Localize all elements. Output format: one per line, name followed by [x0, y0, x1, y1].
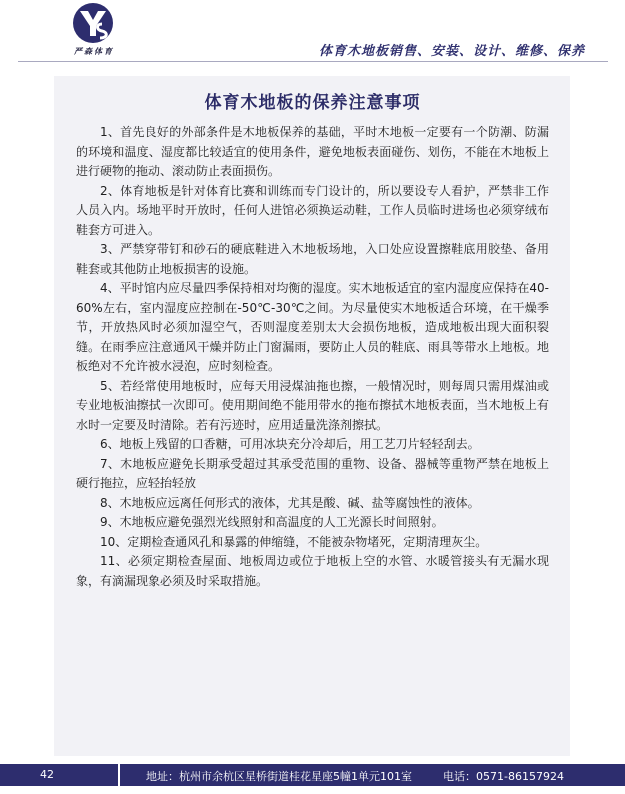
paragraph-7: 7、木地板应避免长期承受超过其承受范围的重物、设备、器械等重物严禁在地板上硬行拖拉，应轻抬轻放	[76, 456, 549, 490]
paragraph-3: 3、严禁穿带钉和砂石的硬底鞋进入木地板场地，入口处应设置擦鞋底用胶垫、备用鞋套或其他防止地板损害的设施。	[76, 242, 549, 276]
header-slogan: 体育木地板销售、安装、设计、维修、保养	[318, 44, 585, 59]
paragraph-10: 10、定期检查通风孔和暴露的伸缩缝，不能被杂物堵死，定期清理灰尘。	[100, 534, 488, 549]
paragraph-4: 4、平时馆内应尽量四季保持相对均衡的湿度。实木地板适宜的室内湿度应保持在40-60%左右，室内湿度应控制在-50℃-30℃之间。为尽量使实木地板适合环境，在干燥季节，开放热风时必须加湿空气，否则湿度差别太大会损伤地板，造成地板出现大面积裂缝。在雨季应注意通风干燥并防止门窗漏雨，要防止人员的鞋底、雨具等带水上地板。地板绝对不允许被水浸泡，应时刻检查。	[76, 281, 549, 373]
page-header	[0, 0, 625, 64]
header-divider	[18, 61, 608, 62]
paragraph-11: 11、必须定期检查屋面、地板周边或位于地板上空的水管、水暖管接头有无漏水现象，有滴漏现象必须及时采取措施。	[76, 554, 549, 588]
paragraph-9: 9、木地板应避免强烈光线照射和高温度的人工光源长时间照射。	[100, 515, 444, 529]
footer-address: 地址：杭州市余杭区星桥街道桂花星座5幢1单元101室	[146, 770, 412, 783]
page-number: 42	[40, 768, 54, 781]
footer-phone: 电话：0571-86157924	[443, 770, 564, 783]
page-footer	[0, 764, 625, 786]
article-body	[76, 123, 549, 591]
paragraph-2: 2、体育地板是针对体育比赛和训练而专门设计的，所以要设专人看护，严禁非工作人员入内。场地平时开放时，任何人进馆必须换运动鞋，工作人员临时进场也必须穿绒布鞋套方可进入。	[76, 183, 549, 237]
paragraph-6: 6、地板上残留的口香糖，可用冰块充分冷却后，用工艺刀片轻轻刮去。	[100, 437, 480, 451]
paragraph-1: 1、首先良好的外部条件是木地板保养的基础，平时木地板一定要有一个防潮、防漏的环境和温度、湿度都比较适宜的使用条件，避免地板表面碰伤、划伤，不能在木地板上进行硬物的拖动、滚动防止表面损伤。	[76, 125, 549, 178]
paragraph-8: 8、木地板应远离任何形式的液体，尤其是酸、碱、盐等腐蚀性的液体。	[100, 495, 480, 510]
ys-monogram-logo	[66, 2, 120, 44]
article-title: 体育木地板的保养注意事项	[204, 93, 421, 113]
footer-divider	[118, 764, 120, 786]
brand-name: 严森体育	[74, 47, 114, 56]
paragraph-5: 5、若经常使用地板时，应每天用浸煤油拖也擦，一般情况时，则每周只需用煤油或专业地板油擦拭一次即可。使用期间绝不能用带水的拖布擦拭木地板表面，当木地板上有水时一定要及时清除。若有污迹时，应用适量洗涤剂擦拭。	[76, 378, 549, 432]
